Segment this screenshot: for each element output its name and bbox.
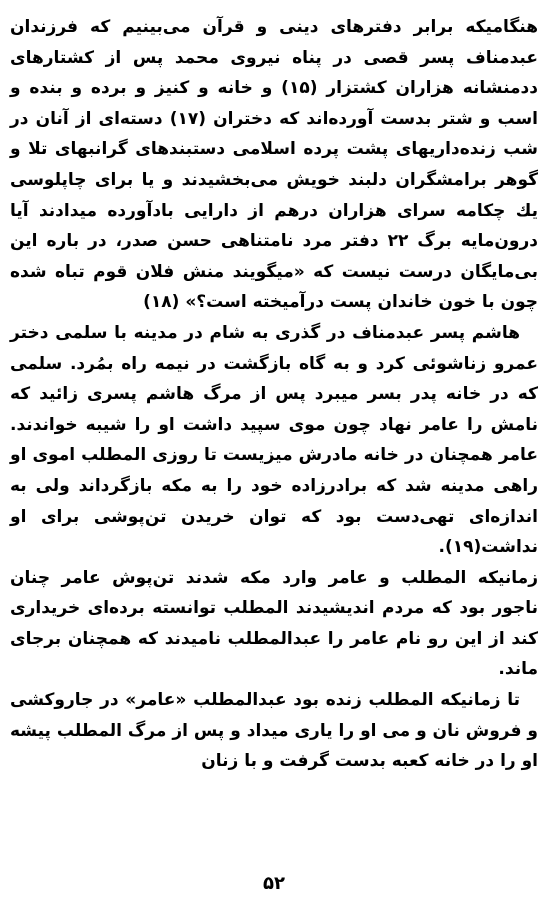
book-page [10,12,538,898]
page-number: ۵۲ [263,873,285,894]
body-text [10,12,538,777]
paragraph-3: زمانیکه المطلب و عامر وارد مکه شدند تن‌پوش عامر چنان ناجور بود که مردم اندیشیدند المطلب توانسته برده‌ای خریداری کند از این رو نام عامر را عبدالمطلب نامیدند که همچنان برجای ماند. [10,567,538,680]
paragraph-4: تا زمانیکه المطلب زنده بود عبدالمطلب «عامر» در جاروکشی و فروش نان و می او را یاری میداد و پس از مرگ المطلب پیشه او را در خانه کعبه بدست گرفت و با زنان [10,690,538,772]
paragraph-1: هنگامیکه برابر دفترهای دینی و قرآن می‌بینیم که فرزندان عبدمناف پسر قصی در پناه نیروی محمد پس از کشتارهای ددمنشانه هزاران کشتزار (۱۵) و خانه و کنیز و برده و بنده و اسب و شتر بدست آورده‌اند که دختران (۱۷) دسته‌ای از آنان در شب زنده‌داریهای پشت پرده اسلامی دستبندهای گرانبهای تلا و گوهر برامشگران دلبند خویش می‌بخشیدند و یا برای چاپلوسی یك چکامه سرای هزاران درهم از دارایی بادآورده میدادند آیا درون‌مایه برگ ۲۲ دفتر مرد نامتناهی حسن صدر، در باره این بی‌مایگان درست نیست که «میگویند منش فلان قوم تباه شده چون با خون خاندان پست درآمیخته است؟» (۱۸) [10,17,538,313]
paragraph-2: هاشم پسر عبدمناف در گذری به شام در مدینه با سلمی دختر عمرو زناشوئی کرد و به گاه بازگشت در نیمه راه بمُرد. سلمی که در خانه پدر بسر میبرد پس از مرگ هاشم پسری زائید که نامش را عامر نهاد چون موی سپید داشت او را شیبه خواندند. عامر همچنان در خانه مادرش میزیست تا روزی المطلب اموی او راهی مدینه شد که برادرزاده خود را به مکه بازگرداند ولی به اندازه‌ای تهی‌دست بود که توان خریدن تن‌پوشی برای او نداشت(۱۹). [10,322,538,558]
